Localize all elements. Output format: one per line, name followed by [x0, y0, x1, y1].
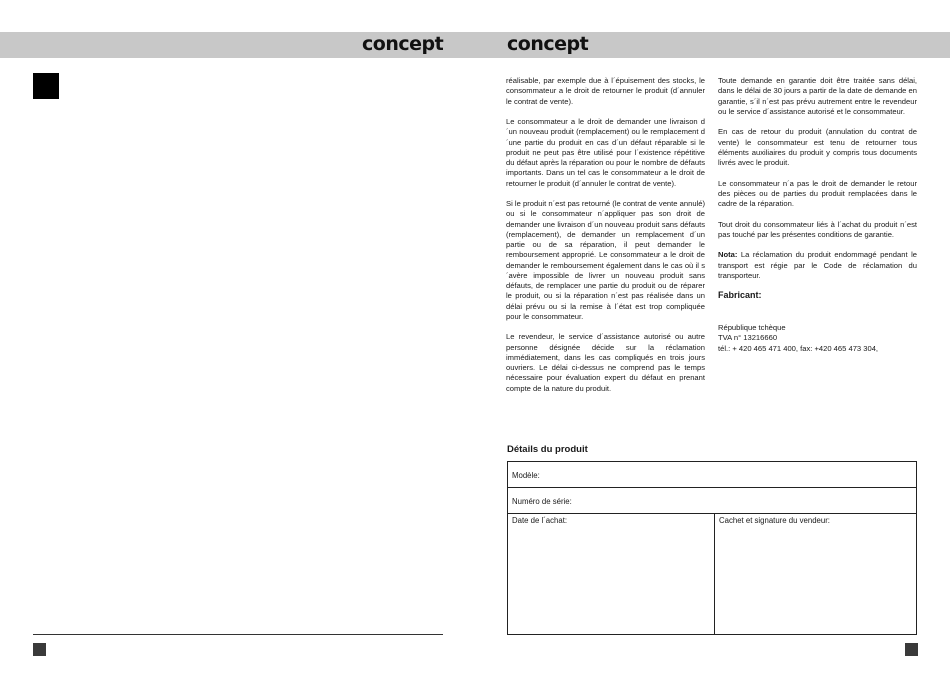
page-marker-left: [33, 643, 46, 656]
purchase-date-field[interactable]: [508, 514, 715, 634]
paragraph: Le revendeur, le service d´assistance autorisé ou autre personne désignée décide sur la réclamation immédiatement, dans les cas compliqués en trois jours ouvriers. Le délai ci-dessus ne comprend pas le temps nécessaire pour évaluation expert du défaut en prenant compte de la nature du produit.: [506, 332, 705, 393]
text-column-right: [718, 76, 917, 354]
paragraph: Le consommateur a le droit de demander une livraison d´un nouveau produit (remplacement) ou le remplacement d´une partie du produit en cas d´un défaut réparable si le produit ne peut pas être utilisé pour l´existence répétitive du défaut après la réparation ou pour le nombre de défauts importants. Dans un tel cas le consommateur a le droit de retourner le produit (d´annuler le contrat de vente).: [506, 117, 705, 188]
text-column-left: [506, 76, 705, 404]
address-line: tél.: + 420 465 471 400, fax: +420 465 473 304,: [718, 343, 879, 353]
paragraph: Tout droit du consommateur liés à l´achat du produit n´est pas touché par les présentes conditions de garantie.: [718, 219, 917, 239]
nota-text: La réclamation du produit endommagé pendant le transport est régie par le Code de réclamation du transporteur.: [718, 250, 917, 280]
nota-label: Nota:: [718, 250, 738, 260]
paragraph: Le consommateur n´a pas le droit de demander le retour des pièces ou de parties du produit remplacées dans le cadre de la réparation.: [718, 178, 917, 208]
seller-stamp-field[interactable]: [715, 514, 916, 634]
paragraph: Si le produit n´est pas retourné (le contrat de vente annulé) ou si le consommateur n´appliquer pas son droit de demander une livraison d´un nouveau produit sans défauts (remplacement), de demander un remplacement d´un partie ou de sa réparation, il peut demander le remboursement approprié. Le consommateur a le droit de demander le remboursement également dans le cas où il s´avère impossible de livrer un nouveau produit sans défauts, de remplacer une partie du produit ou de réparer le produit, ou si la réparation n´est pas réalisée dans un délai prévu ou si la remise à l´état est trop compliquée pour le consommateur.: [506, 199, 705, 321]
page-marker-right: [905, 643, 918, 656]
paragraph: En cas de retour du produit (annulation du contrat de vente) le consommateur est tenu de retourner tous éléments auxiliaires du produit y compris tous documents livrés avec le produit.: [718, 127, 917, 167]
model-field[interactable]: [508, 462, 916, 488]
serial-number-field[interactable]: [508, 488, 916, 514]
manufacturer-heading: Fabricant:: [718, 290, 762, 300]
paragraph: réalisable, par exemple due à l´épuisement des stocks, le consommateur a le droit de retourner le produit (d´annuler le contrat de vente).: [506, 76, 705, 106]
product-details-form: [507, 461, 917, 635]
paragraph: Toute demande en garantie doit être traitée sans délai, dans le délai de 30 jours a partir de la date de demande en garantie, s´il n´est pas prévu autrement entre le revendeur ou le service d´assistance autorisé et le consommateur.: [718, 76, 917, 116]
address-line: TVA n° 13216660: [718, 333, 778, 343]
address-line: République tchèque: [718, 323, 786, 332]
footer-divider: [33, 634, 443, 635]
language-marker-square: [33, 73, 59, 99]
model-label: Modèle:: [512, 471, 540, 480]
purchase-date-label: Date de l´achat:: [512, 516, 568, 525]
serial-number-label: Numéro de série:: [512, 497, 572, 506]
seller-stamp-label: Cachet et signature du vendeur:: [719, 516, 830, 525]
header-bar: [0, 32, 950, 58]
nota-paragraph: [718, 250, 917, 281]
brand-logo-left: concept: [362, 33, 444, 55]
brand-logo-right: concept: [507, 33, 589, 55]
product-details-title: Détails du produit: [507, 444, 588, 455]
